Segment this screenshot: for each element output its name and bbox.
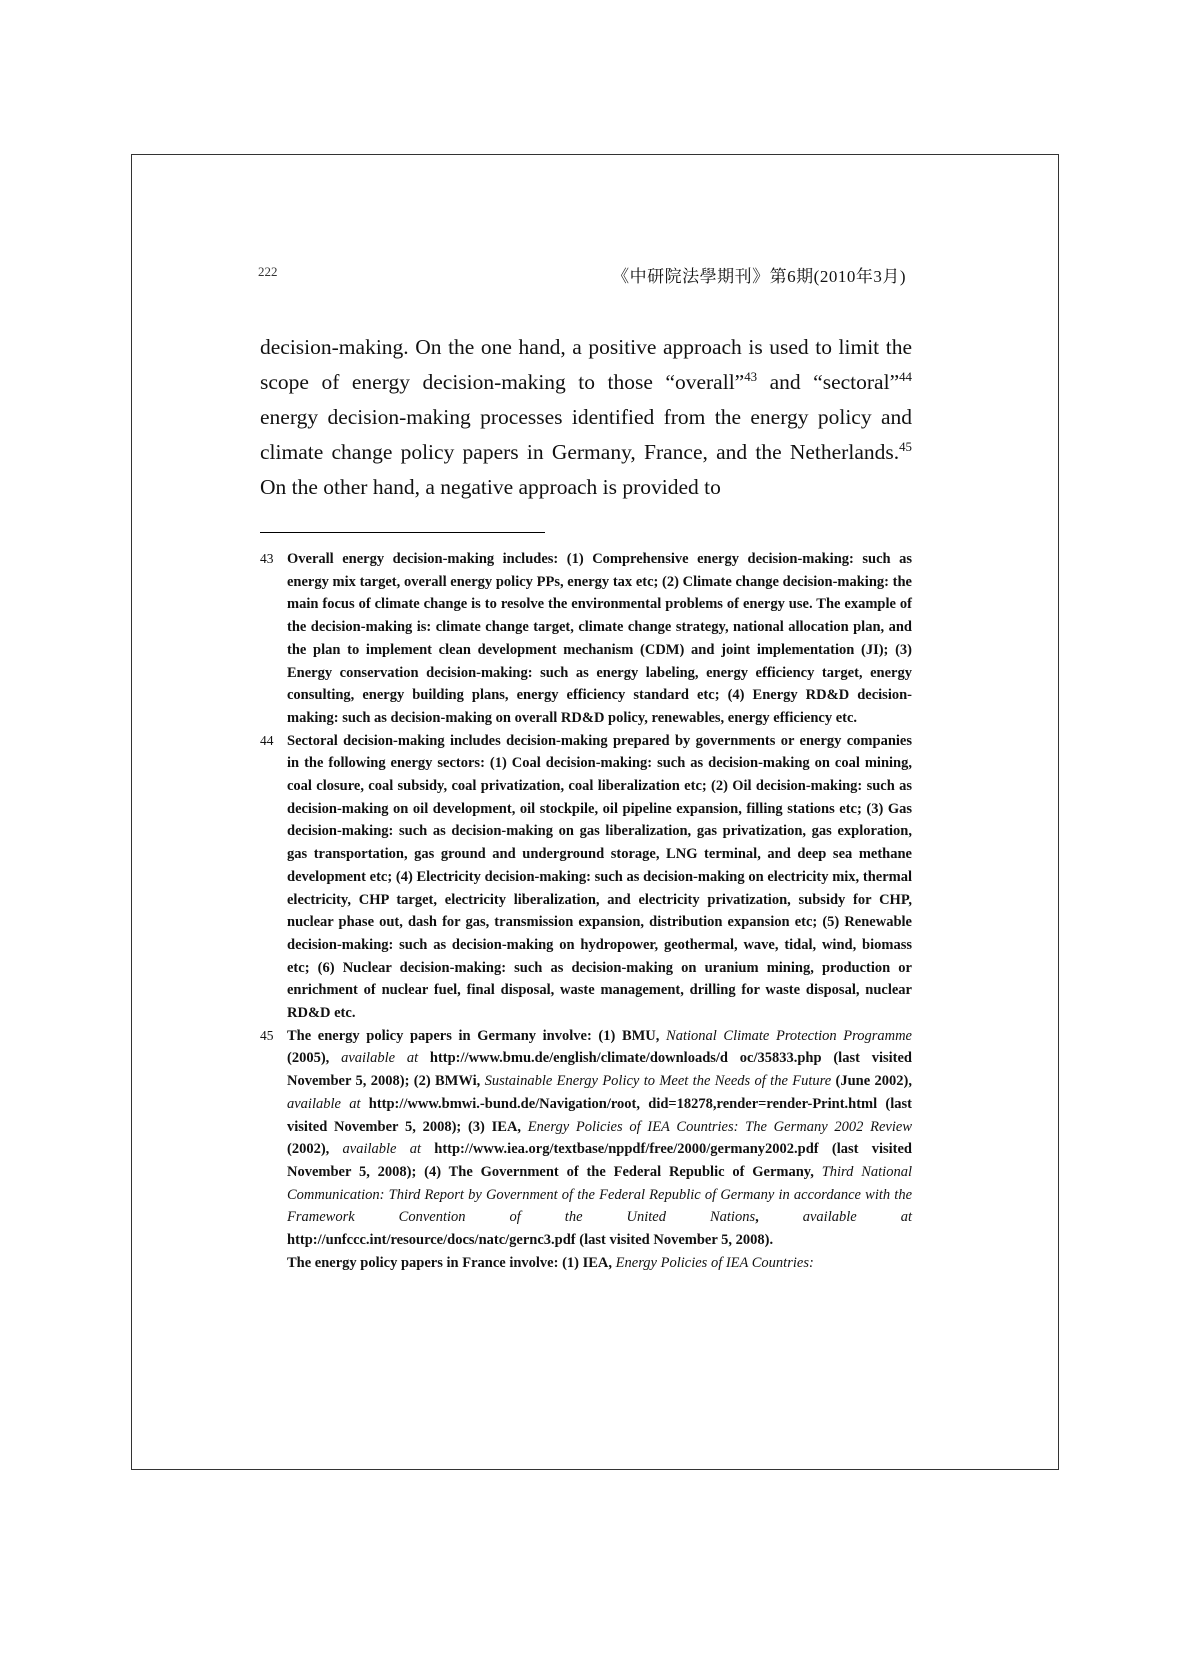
footnotes <box>260 548 912 1275</box>
running-head <box>258 262 906 288</box>
cited-title: Energy Policies of IEA Countries: The Germany 2002 Review <box>527 1118 912 1135</box>
footnote-ref-45[interactable]: 45 <box>899 439 912 454</box>
footnote-text: Sectoral decision-making includes decision-making prepared by governments or energy companies in the following energy sectors: (1) Coal decision-making: such as decision-making on coal mining, coal closure, coal subsidy, coal privatization, coal liberalization etc; (2) Oil decision-making: such as decision-making on oil development, oil stockpile, oil pipeline expansion, filling stations etc; (3) Gas decision-making: such as decision-making on gas liberalization, gas privatization, gas exploration, gas transportation, gas ground and underground storage, LNG terminal, and deep sea methane development etc; (4) Electricity decision-making: such as decision-making on electricity mix, thermal electricity, CHP target, electricity liberalization, and electricity privatization, subsidy for CHP, nuclear phase out, dash for gas, transmission expansion, distribution expansion etc; (5) Renewable decision-making: such as decision-making on hydropower, geothermal, wave, tidal, wind, biomass etc; (6) Nuclear decision-making: such as decision-making on uranium mining, production or enrichment of nuclear fuel, final disposal, waste management, drilling for waste disposal, nuclear RD&D etc. <box>287 732 912 1022</box>
fn-text-run: , <box>755 1209 803 1226</box>
citation-signal: available at <box>802 1209 912 1226</box>
body-text-2: and “sectoral” <box>757 370 900 394</box>
fn-url-run[interactable]: http://www.bmwi.-bund.de/Navigation/root, did=18278,render=render-Print.html (last visited November 5, 2008); (3) IEA, <box>287 1095 912 1135</box>
footnote-text: Overall energy decision-making includes: (1) Comprehensive energy decision-making: such as energy mix target, overall energy policy PPs, energy tax etc; (2) Climate change decision-making: the main focus of climate change is to resolve the environmental problems of energy use. The example of the decision-making is: climate change target, climate change strategy, national allocation plan, and the plan to implement clean development mechanism (CDM) and joint implementation (JI); (3) Energy conservation decision-making: such as energy labeling, energy efficiency target, energy consulting, energy building plans, energy efficiency standard etc; (4) Energy RD&D decision-making: such as decision-making on overall RD&D policy, renewables, energy efficiency etc. <box>287 551 912 726</box>
body-text-1: decision-making. On the one hand, a positive approach is used to limit the scope of energy decision-making to those “overall” <box>260 335 912 394</box>
cited-title: Sustainable Energy Policy to Meet the Needs of the Future <box>484 1073 832 1090</box>
fn-text-run: (June 2002), <box>831 1073 912 1090</box>
footnote-number: 44 <box>260 732 274 748</box>
fn-url-run[interactable]: http://www.bmu.de/english/climate/downloads/d oc/35833.php (last visited November 5, 2008); (2) BMWi, <box>287 1050 912 1090</box>
page-number: 222 <box>258 264 278 279</box>
footnote-number: 45 <box>260 1027 274 1043</box>
fn-text-run: The energy policy papers in France involve: (1) IEA, <box>287 1254 616 1271</box>
footnote-divider <box>260 532 545 533</box>
footnote-45 <box>260 1025 912 1275</box>
cited-title: Energy Policies of IEA Countries: <box>615 1254 814 1271</box>
citation-signal: available at <box>341 1050 419 1067</box>
footnote-paragraph-germany <box>287 1025 912 1252</box>
footnote-ref-44[interactable]: 44 <box>899 369 912 384</box>
citation-signal: available at <box>287 1095 361 1112</box>
citation-signal: available at <box>342 1141 422 1158</box>
fn-text-run: (2002), <box>287 1141 343 1158</box>
body-text-3: energy decision-making processes identified from the energy policy and climate change policy papers in Germany, France, and the Netherlands. <box>260 405 912 464</box>
body-paragraph <box>260 330 912 505</box>
cited-title: Third National Communication: Third Report by Government of the Federal Republic of Germany in accordance with the Framework Convention of the United Nations <box>287 1163 912 1226</box>
footnote-ref-43[interactable]: 43 <box>744 369 758 384</box>
body-text-4: On the other hand, a negative approach is provided to <box>260 475 721 499</box>
fn-url-run[interactable]: http://unfccc.int/resource/docs/natc/gernc3.pdf (last visited November 5, 2008). <box>287 1232 774 1249</box>
fn-text-run: The energy policy papers in Germany involve: (1) BMU, <box>287 1027 667 1044</box>
cited-title: National Climate Protection Programme <box>666 1027 912 1044</box>
footnote-44 <box>260 730 912 1025</box>
fn-text-run: (2005), <box>287 1050 342 1067</box>
footnote-text <box>287 1025 912 1275</box>
footnote-paragraph-france <box>287 1252 912 1275</box>
footnote-43 <box>260 548 912 730</box>
fn-url-run[interactable]: http://www.iea.org/textbase/nppdf/free/2000/germany2002.pdf (last visited November 5, 2008); (4) The Government of the Federal Republic of Germany, <box>287 1141 912 1180</box>
footnote-number: 43 <box>260 551 274 566</box>
journal-title: 《中研院法學期刊》第6期(2010年3月) <box>612 267 906 286</box>
